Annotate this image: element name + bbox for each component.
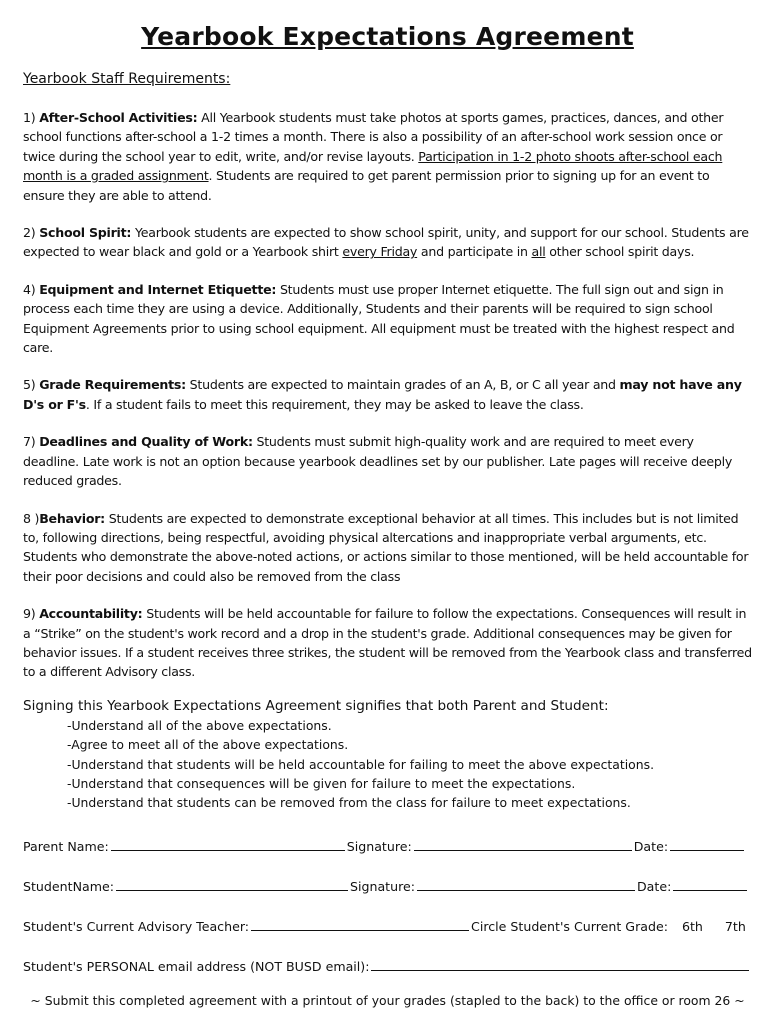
requirement-label: After-School Activities: bbox=[39, 110, 198, 125]
requirement-text: Yearbook students are expected to show school spirit, unity, and support for our school. Students are expected to wear black and gold or a Yearbook shirt bbox=[23, 225, 749, 260]
requirement-label: Grade Requirements: bbox=[39, 377, 186, 393]
student-date-label: Date: bbox=[636, 878, 672, 894]
requirement-number: 1) bbox=[23, 110, 40, 125]
requirement-text: Students are expected to maintain grades of an A, B, or C all year and bbox=[189, 377, 620, 393]
requirement-text: other school spirit days. bbox=[545, 244, 695, 260]
signing-item: -Understand all of the above expectations. bbox=[67, 717, 332, 733]
requirement-number: 9) bbox=[23, 606, 40, 622]
parent-name-label: Parent Name: bbox=[23, 838, 109, 854]
requirement-number: 4) bbox=[23, 281, 40, 297]
advisory-teacher-line[interactable] bbox=[251, 916, 469, 931]
parent-signature-line[interactable] bbox=[414, 836, 632, 851]
page-title: Yearbook Expectations Agreement bbox=[141, 22, 634, 51]
signing-item: -Understand that students can be removed from the class for failure to meet expectations. bbox=[67, 795, 631, 811]
student-signature-line[interactable] bbox=[417, 876, 635, 891]
requirement-grades bbox=[23, 375, 752, 414]
requirement-label: School Spirit: bbox=[39, 225, 132, 241]
email-line[interactable] bbox=[371, 956, 749, 971]
advisory-row bbox=[23, 916, 752, 937]
advisory-teacher-label: Student's Current Advisory Teacher: bbox=[23, 918, 250, 934]
requirement-accountability bbox=[23, 604, 752, 682]
requirement-after-school bbox=[23, 108, 752, 205]
requirement-label: Deadlines and Quality of Work: bbox=[39, 434, 253, 450]
requirement-deadlines bbox=[23, 432, 752, 490]
requirement-text: and participate in bbox=[417, 244, 532, 260]
parent-date-line[interactable] bbox=[670, 836, 744, 851]
requirement-text: Students are expected to demonstrate exceptional behavior at all times. This includes but is not limited to, following directions, being respectful, avoiding physical altercations and inappropriate verbal arguments, etc. Students who demonstrate the above-noted actions, or actions similar to those mentioned, will be held accountable for their poor decisions and could also be removed from the class bbox=[23, 510, 749, 584]
requirement-label: Behavior: bbox=[39, 510, 105, 526]
signing-list bbox=[23, 716, 752, 813]
requirement-emphasis: Participation in 1-2 photo shoots after-school each month is a graded assignment bbox=[23, 148, 723, 184]
circle-grade-label: Circle Student's Current Grade: bbox=[471, 918, 668, 934]
requirement-emphasis: may not have any D's or F's bbox=[23, 377, 742, 412]
requirement-emphasis: all bbox=[531, 244, 546, 260]
requirement-number: 8 ) bbox=[23, 510, 40, 526]
requirement-text: Students will be held accountable for failure to follow the expectations. Consequences will result in a “Strike” on the student's work record and a drop in the student's grade. Additional consequences may be given for behavior issues. If a student receives three strikes, the student will be removed from the Yearbook class and transferred to a different Advisory class. bbox=[23, 606, 752, 680]
parent-name-line[interactable] bbox=[111, 836, 345, 851]
requirement-emphasis: every Friday bbox=[342, 244, 418, 260]
requirement-label: Accountability: bbox=[39, 606, 143, 622]
student-signature-label: Signature: bbox=[349, 878, 415, 894]
requirement-label: Equipment and Internet Etiquette: bbox=[39, 281, 277, 297]
requirement-text: All Yearbook students must take photos at sports games, practices, dances, and other school functions after-school a 1-2 times a month. There is also a possibility of an after-school work session once or twice during the school year to edit, write, and/or revise layouts. bbox=[23, 110, 724, 164]
parent-date-label: Date: bbox=[633, 838, 669, 854]
grade-6-option[interactable]: 6th bbox=[681, 918, 703, 934]
requirement-number: 2) bbox=[23, 225, 40, 241]
student-name-line[interactable] bbox=[116, 876, 348, 891]
student-row bbox=[23, 876, 752, 897]
requirement-school-spirit bbox=[23, 223, 752, 262]
student-date-line[interactable] bbox=[673, 876, 747, 891]
student-name-label: StudentName: bbox=[23, 878, 114, 894]
signing-item: -Understand that consequences will be given for failure to meet the expectations. bbox=[67, 775, 576, 791]
requirement-number: 7) bbox=[23, 434, 40, 450]
requirement-text: Students must use proper Internet etiquette. The full sign out and sign in process each time they are using a device. Additionally, Students and their parents will be required to sign school Equipment Agreements prior to using school equipment. All equipment must be treated with the highest respect and care. bbox=[23, 281, 735, 356]
email-label: Student's PERSONAL email address (NOT BUSD email): bbox=[23, 958, 370, 974]
requirement-text: . Students are required to get parent permission prior to signing up for an event to ensure they are able to attend. bbox=[23, 168, 710, 203]
parent-row bbox=[23, 836, 752, 857]
signing-item: -Understand that students will be held accountable for failing to meet the above expectations. bbox=[67, 756, 655, 772]
requirement-text: . If a student fails to meet this requirement, they may be asked to leave the class. bbox=[85, 396, 584, 412]
signing-heading: Signing this Yearbook Expectations Agreement signifies that both Parent and Student: bbox=[23, 697, 609, 714]
grade-7-option[interactable]: 7th bbox=[724, 918, 746, 934]
requirement-equipment bbox=[23, 280, 752, 358]
requirement-text: Students must submit high-quality work and are required to meet every deadline. Late work is not an option because yearbook deadlines set by our publisher. Late pages will receive deeply reduced grades. bbox=[23, 434, 733, 489]
submit-instructions: ~ Submit this completed agreement with a printout of your grades (stapled to the back) to the office or room 26 ~ bbox=[30, 992, 745, 1008]
signing-item: -Agree to meet all of the above expectations. bbox=[67, 737, 349, 753]
email-row bbox=[23, 956, 752, 977]
requirement-behavior bbox=[23, 509, 752, 587]
requirement-number: 5) bbox=[23, 377, 40, 393]
section-subheading: Yearbook Staff Requirements: bbox=[23, 71, 231, 87]
parent-signature-label: Signature: bbox=[346, 838, 412, 854]
